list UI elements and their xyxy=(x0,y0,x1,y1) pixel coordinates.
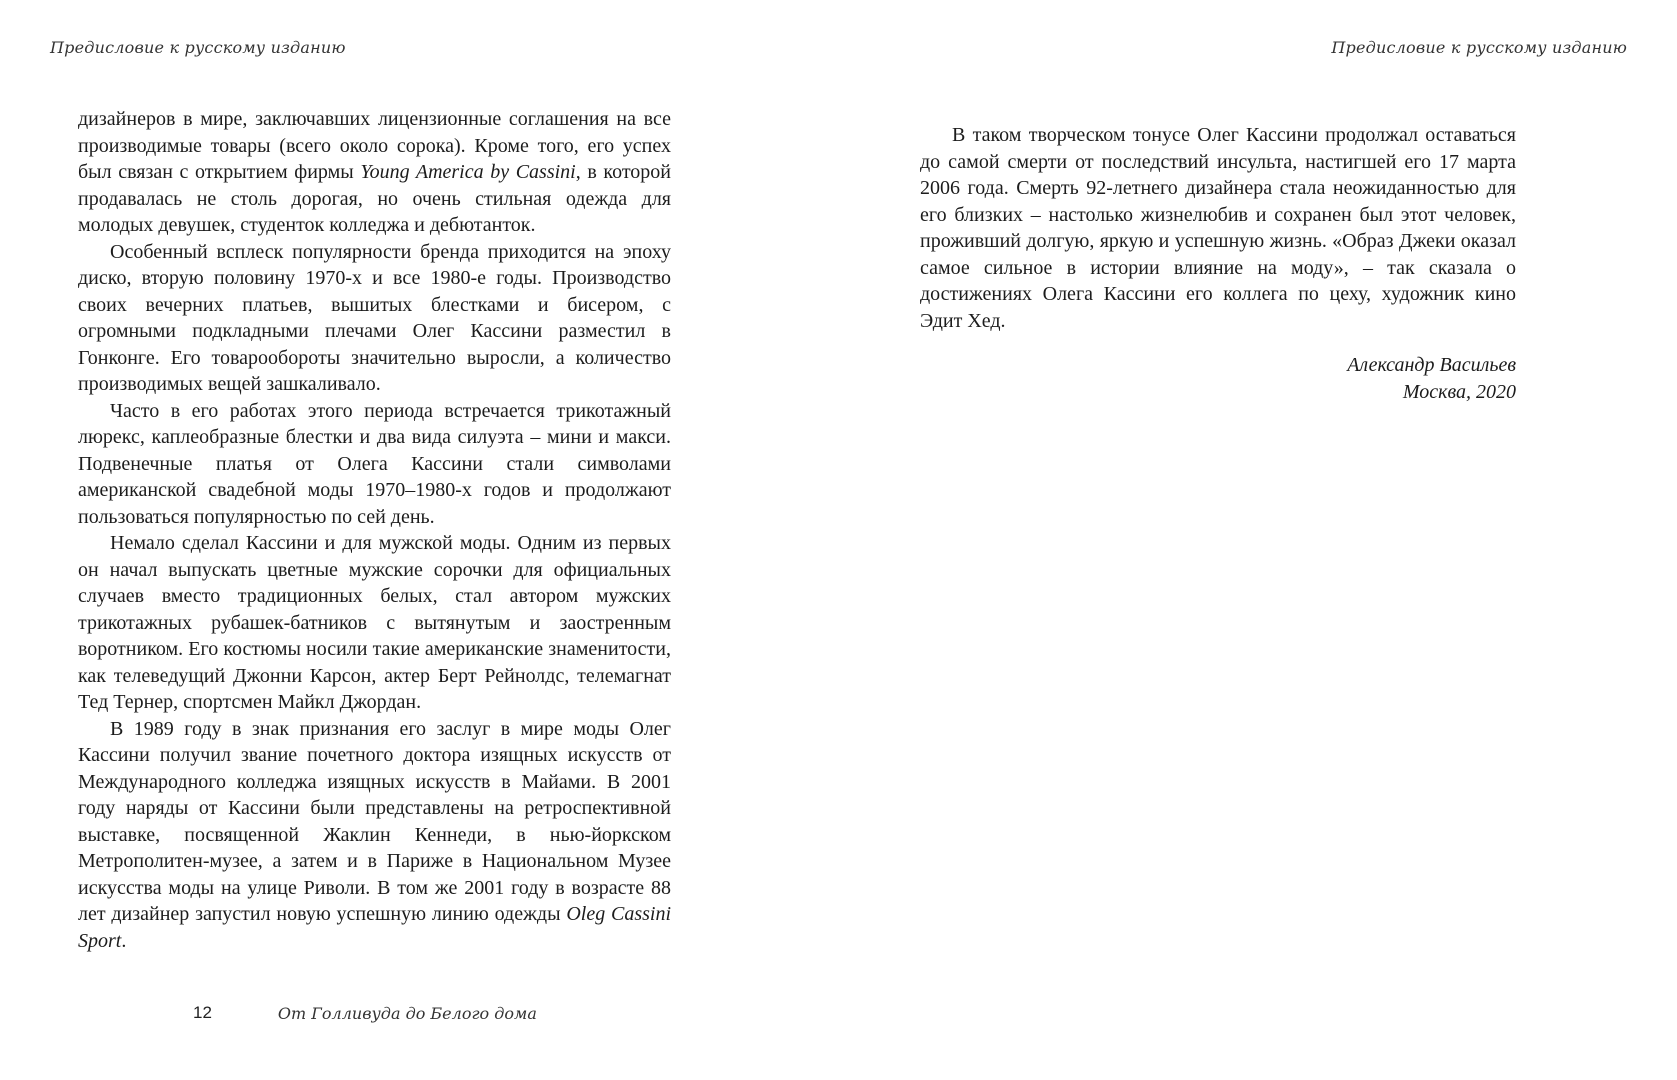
left-page-body xyxy=(78,106,671,954)
signature-place-date: Москва, 2020 xyxy=(1402,380,1516,403)
left-p1-text-a: дизайнеров в мире, заключавших лицензионные соглашения на все производимые товары (всего около сорока). Кроме того, его успех был связан с открытием фирмы xyxy=(78,108,671,183)
left-paragraph-5 xyxy=(78,716,671,955)
left-paragraph-2: Особенный всплеск популярности бренда приходится на эпоху диско, вторую половину 1970-х и все 1980-е годы. Производство своих вечерних платьев, вышитых блестками и бисером, с огромными подкладными плечами Олег Кассини разместил в Гонконге. Его товарообороты значительно выросли, а количество производимых вещей зашкаливало. xyxy=(78,240,671,395)
right-page-body xyxy=(920,122,1516,334)
brand-oleg-cassini-sport: Oleg Cassini Sport xyxy=(78,903,671,952)
left-paragraph-4: Немало сделал Кассини и для мужской моды. Одним из первых он начал выпускать цветные мужские сорочки для официальных случаев вместо традиционных белых, стал автором мужских трикотажных рубашек-батников с вытянутым и заостренным воротником. Его костюмы носили такие американские знаменитости, как телеведущий Джонни Карсон, актер Берт Рейнолдс, телемагнат Тед Тернер, спортсмен Майкл Джордан. xyxy=(78,532,671,713)
right-paragraph-1: В таком творческом тонусе Олег Кассини продолжал оставаться до самой смерти от последствий инсульта, настигшей его 17 марта 2006 года. Смерть 92-летнего дизайнера стала неожиданностью для его близких – настолько жизнелюбив и сохранен был этот человек, проживший долгую, яркую и успешную жизнь. «Образ Джеки оказал самое сильное в истории влияние на моду», – так сказала о достижениях Олега Кассини его коллега по цеху, художник кино Эдит Хед. xyxy=(920,124,1516,332)
left-p1-text-b: , в которой продавалась не столь дорогая, но очень стильная одежда для молодых девушек, студенток колледжа и дебютанток. xyxy=(78,161,671,236)
left-p5-text-a: В 1989 году в знак признания его заслуг в мире моды Олег Кассини получил звание почетного доктора изящных искусств от Международного колледжа изящных искусств в Майами. В 2001 году наряды от Кассини были представлены на ретроспективной выставке, посвященной Жаклин Кеннеди, в нью-йоркском Метрополитен-музее, а затем и в Париже в Национальном Музее искусства моды на улице Риволи. В том же 2001 году в возрасте 88 лет дизайнер запустил новую успешную линию одежды xyxy=(78,717,671,925)
running-head-right: Предисловие к русскому изданию xyxy=(1331,38,1627,57)
left-paragraph-3: Часто в его работах этого периода встречается трикотажный люрекс, каплеобразные блестки и два вида силуэта – мини и макси. Подвенечные платья от Олега Кассини стали символами американской свадебной моды 1970–1980-х годов и продолжают пользоваться популярностью по сей день. xyxy=(78,399,671,528)
author-signature xyxy=(1347,352,1516,405)
page-number: 12 xyxy=(193,1003,212,1022)
left-paragraph-1 xyxy=(78,106,671,239)
running-head-left: Предисловие к русскому изданию xyxy=(50,38,346,57)
signature-name: Александр Васильев xyxy=(1347,354,1516,376)
brand-young-america: Young America by Cassini xyxy=(360,161,576,183)
page-footer xyxy=(193,1003,537,1023)
footer-book-title: От Голливуда до Белого дома xyxy=(277,1003,537,1023)
left-p5-text-b: . xyxy=(121,929,127,952)
